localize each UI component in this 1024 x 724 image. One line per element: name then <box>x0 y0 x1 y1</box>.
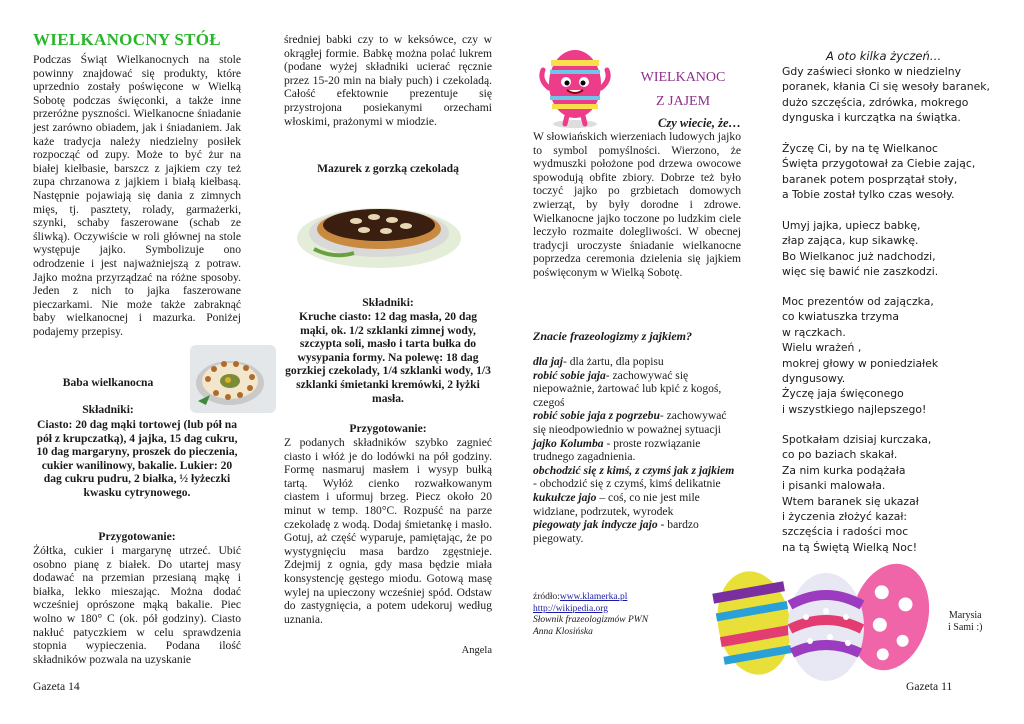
idiom-item: jajko Kolumba - proste rozwiązanie trudnego zagadnienia. <box>533 436 701 464</box>
prep-text: Żółtka, cukier i margarynę utrzeć. Ubić osobno pianę z białek. Do utartej masy dodawać na przemian przesianą mąkę i białka, lekko mieszając. Można dodać wcześniej oprószone mąką bakalie. Piec wolno w 180° C (ok. pół godziny). Ciasto nakłuć patyczkiem w celu sprawdzenia stopnia wypieczenia. Podana ilość składników pozwala na uzyskanie <box>33 544 241 666</box>
idioms-list <box>533 355 741 545</box>
mazurek-cake-image <box>294 183 464 273</box>
section-title-line1: WIELKANOC <box>640 70 726 85</box>
source-link[interactable]: www.klamerka.pl <box>559 592 628 602</box>
wishes-stanza: Umyj jajka, upiecz babkę, złap zająca, kup sikawkę. Bo Wielkanoc już nadchodzi, więc się bawić nie zaszkodzi. <box>782 219 939 279</box>
did-you-know-text: W słowiańskich wierzeniach ludowych jajko to symbol pomyślności. Wierzono, że wydmuszki położone pod drzewa owocowe spowodują obfite zbiory. Dobrze też było toczyć jajko po grzbietach domowych zwierząt, by były dorodne i zdrowe. Wielkanocne jajko toczone po ludzkim ciele leczyło rozmaite dolegliwości. W obecnej tradycji uroczyste śniadanie wielkanocne poprzedza ceremonia dzielenia się jajkiem poświęconym w Wielką Sobotę. <box>533 130 741 279</box>
ingredients-text: Kruche ciasto: 12 dag masła, 20 dag mąki, ok. 1/2 szklanki zimnej wody, szczypta soli, masło i tarta bułka do wysypania formy. Na polewę: 18 dag gorzkiej czekolady, 1/4 szklanki wody, 1/3 szklanki śmietanki kremówki, 2 łyżki masła. <box>285 310 491 405</box>
babka-photo <box>190 345 276 413</box>
easter-eggs-icon <box>706 545 946 685</box>
easter-eggs-image <box>706 545 946 685</box>
prep-label: Przygotowanie: <box>98 530 176 543</box>
mazurek-photo <box>294 183 464 273</box>
section-title-line2: Z JAJEM <box>655 94 711 109</box>
prep-label: Przygotowanie: <box>349 422 427 435</box>
prep-text: Z podanych składników szybko zagnieć ciasto i włóż je do lodówki na pół godziny. Formę nasmaruj masłem i wysyp bułką tartą. Wyłóż cienko rozwałkowanym ciastem i uformuj brzeg. Piecz około 20 minut w temp. 180°C. Rozpuść na parze czekoladę z wodą. Dodaj śmietankę i masło. Gotuj, aż część wyparuje, pamiętając, że po wystygnięciu masa bardzo zgęstnieje. Zdejmij z ognia, gdy masa będzie miała konsystencję gęstego miodu. Gotową masę wylej na upieczony wcześniej spód. Odstaw do zastygnięcia, a potem udekoruj według uznania. <box>284 436 492 626</box>
ingredients-text: Ciasto: 20 dag mąki tortowej (lub pół na pół z krupczatką), 4 jajka, 15 dag cukru, 10 dag margaryny, proszek do pieczenia, cukier wanilinowy, bakalie. Lukier: 20 dag cukru pudru, 2 białka, ½ łyżeczki kwasku cytrynowego. <box>36 418 238 499</box>
idiom-item: piegowaty jak indycze jajo - bardzo piegowaty. <box>533 518 699 545</box>
page-footer-left: Gazeta 14 <box>33 680 80 693</box>
intro-text: Podczas Świąt Wielkanocnych na stole powinny znajdować się produkty, które uprzednio zostały poświęcone w Wielką Sobotę podczas święconki, a także inne przeróżne pyszności. Wielkanocne śniadanie jest zarówno obiadem, jak i śniadaniem. Jak każe tradycja należy niedzielny posiłek rozpocząć od zupy. Może to być żur na białej kiełbasie, barszcz z jajkiem czy też zupa chrzanowa z jajkiem i białą kiełbasą. Następnie pojawiają się dania z zimnych mięs, tj. pasztety, rolady, garmażerki, szynki, schaby faszerowane (schab ze śliwką). Oczywiście w roli głównej na stole występuje jajko. Symbolizuje ono odrodzenie i jest najważniejszą z potraw. Jajko można przyrządzać na różne sposoby. Jeden z nich to jajka faszerowane pieczarkami. Nie może także zabraknąć baby wielkanocnej i mazurka. Poniżej podajemy przepisy. <box>33 53 241 338</box>
source-link[interactable]: http://wikipedia.org <box>533 603 609 614</box>
idiom-item: obchodzić się z kimś, z czymś jak z jajkiem - obchodzić się z czymś, kimś delikatnie <box>533 463 735 491</box>
sources: źródło:www.klamerka.pl http://wikipedia.org Słownik frazeologizmów PWN Anna Klosińska <box>533 592 733 638</box>
egg-character-icon <box>535 40 615 130</box>
wishes-stanza: Gdy zaświeci słonko w niedzielny poranek, kłania Ci się wesoły baranek, dużo szczęścia, zdrówka, mokrego dynguska i kurczątka na świątka. <box>782 65 990 125</box>
page-footer-right: Gazeta 11 <box>906 680 953 693</box>
idiom-item: kukułcze jajo – coś, co nie jest mile widziane, podrzutek, wyrodek <box>533 490 700 518</box>
wishes-stanza: Życzę Ci, by na tę Wielkanoc Święta przygotował za Ciebie zając, baranek potem posprzątał stoły, a Tobie został tylko czas wesoły. <box>782 142 976 202</box>
signature: Marysia i Sami :) <box>948 610 983 633</box>
recipe-title: Baba wielkanocna <box>62 376 154 389</box>
idiom-item: dla jaj- dla żartu, dla popisu <box>533 355 664 368</box>
wishes-title: A oto kilka życzeń… <box>826 49 942 63</box>
babka-continued-text: średniej babki czy to w keksówce, czy w okrągłej formie. Babkę można polać lukrem (podane wyżej składniki ucierać ręcznie przez 15-20 min na biały puch) i czekoladą. Całość efektownie prezentuje się przystrojona posiekanymi orzechami włoskimi, prażonymi w miodzie. <box>284 33 492 128</box>
wishes-stanza: Spotkałam dzisiaj kurczaka, co po baziach skakał. Za nim kurka podążała i pisanki malowała. Wtem baranek się ukazał i życzenia złożyć kazał: szczęścia i radości moc na tą Świętą Wielką Noc! <box>782 433 932 554</box>
ingredients-label: Składniki: <box>82 403 134 416</box>
author-signature: Angela <box>461 645 492 656</box>
idiom-item: robić sobie jaja z pogrzebu- zachowywać się nieodpowiednio w poważnej sytuacji <box>533 409 727 436</box>
egg-mascot <box>535 40 615 130</box>
ingredients-label: Składniki: <box>362 296 414 309</box>
did-you-know-heading: Czy wiecie, że… <box>658 116 741 130</box>
babka-cake-image <box>190 345 276 413</box>
idiom-item: robić sobie jaja- zachowywać się niepoważnie, żartować lub kpić z kogoś, czegoś <box>533 368 722 409</box>
wishes-stanza: Moc prezentów od zajączka, co kwiatuszka trzyma w rączkach. Wielu wrażeń , mokrej głowy w poniedziałek dyngusowy. Życzę jaja święconego i wszystkiego najlepszego! <box>782 295 939 416</box>
recipe-title: Mazurek z gorzką czekoladą <box>317 162 459 175</box>
idioms-heading: Znacie frazeologizmy z jajkiem? <box>533 329 692 343</box>
source-author: Anna Klosińska <box>533 626 593 637</box>
source-dictionary: Słownik frazeologizmów PWN <box>533 615 649 625</box>
article-title: WIELKANOCNY STÓŁ <box>33 30 221 49</box>
